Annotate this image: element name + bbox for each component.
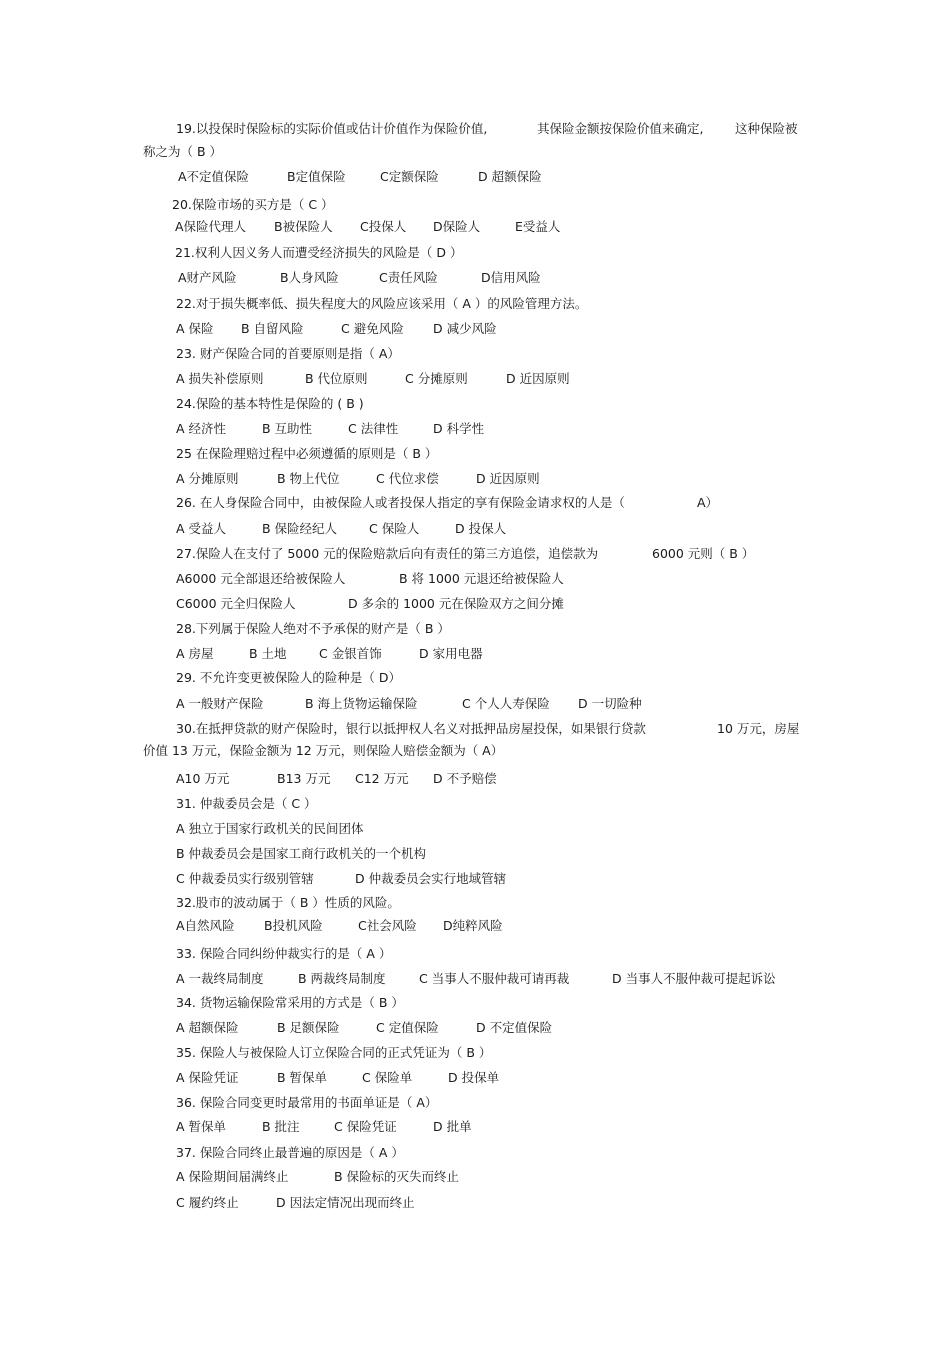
text-segment: 19.以投保时保险标的实际价值或估计价值作为保险价值, [176,121,488,136]
text-segment: A 独立于国家行政机关的民间团体 [176,821,364,836]
text-segment: A 一般财产保险 [176,696,264,711]
text-segment: A 受益人 [176,521,227,536]
text-segment: D 当事人不服仲裁可提起诉讼 [612,971,776,986]
text-segment: B人身风险 [280,270,339,285]
text-segment: B 自留风险 [241,321,304,336]
text-segment: 37. 保险合同终止最普遍的原因是（ A ） [176,1145,404,1160]
text-segment: A 房屋 [176,646,214,661]
text-segment: B 两裁终局制度 [298,971,386,986]
text-segment: C12 万元 [355,771,409,786]
text-segment: 其保险金额按保险价值来确定, [537,121,704,136]
text-segment: 6000 元则（ B ） [652,546,755,561]
text-segment: B 保险标的灭失而终止 [334,1169,460,1184]
text-segment: C 个人人寿保险 [462,696,550,711]
text-segment: 20.保险市场的买方是（ C ） [172,197,334,212]
text-segment: D纯粹风险 [443,918,503,933]
text-segment: 价值 13 万元，保险金额为 12 万元，则保险人赔偿金额为（ A） [143,743,504,758]
text-segment: C 分摊原则 [405,371,468,386]
text-segment: 26. 在人身保险合同中，由被保险人或者投保人指定的享有保险金请求权的人是（ [176,495,625,510]
text-segment: A10 万元 [176,771,230,786]
text-segment: A6000 元全部退还给被保险人 [176,571,346,586]
text-segment: D 投保人 [455,521,507,536]
text-segment: A财产风险 [178,270,237,285]
text-segment: B13 万元 [277,771,331,786]
text-segment: 21.权利人因义务人而遭受经济损失的风险是（ D ） [175,245,463,260]
text-segment: 32.股市的波动属于（ B ）性质的风险。 [176,895,400,910]
text-segment: B定值保险 [287,169,346,184]
text-segment: D 近因原则 [506,371,570,386]
text-segment: C责任风险 [379,270,438,285]
text-segment: 23. 财产保险合同的首要原则是指（ A） [176,346,400,361]
text-segment: C 保险凭证 [334,1119,397,1134]
text-segment: D 一切险种 [578,696,642,711]
text-segment: C 定值保险 [376,1020,439,1035]
text-segment: 29. 不允许变更被保险人的险种是（ D） [176,670,401,685]
text-segment: C 避免风险 [341,321,404,336]
text-segment: A 损失补偿原则 [176,371,264,386]
text-segment: A 分摊原则 [176,471,239,486]
text-segment: B 将 1000 元退还给被保险人 [399,571,564,586]
text-segment: C投保人 [360,219,407,234]
text-segment: C 法律性 [348,421,399,436]
text-segment: D 科学性 [433,421,485,436]
text-segment: B被保险人 [274,219,333,234]
text-segment: 24.保险的基本特性是保险的 ( B ) [176,396,364,411]
text-segment: 22.对于损失概率低、损失程度大的风险应该采用（ A ）的风险管理方法。 [176,296,588,311]
text-segment: D信用风险 [481,270,541,285]
text-segment: D 近因原则 [476,471,540,486]
text-segment: C 保险单 [362,1070,413,1085]
text-segment: 称之为（ B ） [143,144,223,159]
text-segment: C 仲裁委员实行级别管辖 [176,871,314,886]
text-segment: 10 万元，房屋 [717,721,800,736]
text-segment: A不定值保险 [178,169,250,184]
text-segment: 这种保险被 [735,121,798,136]
text-segment: B 暂保单 [277,1070,328,1085]
text-segment: 33. 保险合同纠纷仲裁实行的是（ A ） [176,946,392,961]
text-segment: A自然风险 [176,918,235,933]
text-segment: D 投保单 [448,1070,500,1085]
text-segment: A 一裁终局制度 [176,971,264,986]
text-segment: A 暂保单 [176,1119,227,1134]
text-segment: B 足额保险 [277,1020,340,1035]
text-segment: B 保险经纪人 [262,521,338,536]
text-segment: 30.在抵押贷款的财产保险时，银行以抵押权人名义对抵押品房屋投保，如果银行贷款 [176,721,646,736]
text-segment: A 保险期间届满终止 [176,1169,289,1184]
text-segment: A 保险 [176,321,214,336]
text-segment: B 物上代位 [277,471,340,486]
text-segment: C社会风险 [358,918,417,933]
text-segment: C 保险人 [369,521,420,536]
text-segment: C 代位求偿 [376,471,439,486]
text-segment: A 保险凭证 [176,1070,239,1085]
text-segment: B 批注 [262,1119,300,1134]
text-segment: A保险代理人 [175,219,247,234]
text-segment: C 履约终止 [176,1195,239,1210]
text-segment: D 多余的 1000 元在保险双方之间分摊 [348,596,564,611]
text-segment: D 仲裁委员会实行地域管辖 [355,871,507,886]
text-segment: D 家用电器 [419,646,483,661]
text-segment: B 海上货物运输保险 [305,696,418,711]
text-segment: 34. 货物运输保险常采用的方式是（ B ） [176,995,404,1010]
text-segment: B 仲裁委员会是国家工商行政机关的一个机构 [176,846,427,861]
text-segment: A） [697,495,719,510]
text-segment: C定额保险 [380,169,439,184]
text-segment: C6000 元全归保险人 [176,596,296,611]
text-segment: B投机风险 [264,918,323,933]
text-segment: D 不定值保险 [476,1020,553,1035]
text-segment: C 金银首饰 [319,646,382,661]
text-segment: B 代位原则 [305,371,368,386]
text-segment: E受益人 [515,219,561,234]
text-segment: A 经济性 [176,421,227,436]
text-segment: D 批单 [433,1119,472,1134]
text-segment: D 不予赔偿 [433,771,497,786]
text-segment: B 土地 [249,646,287,661]
text-segment: D 因法定情况出现而终止 [276,1195,415,1210]
text-segment: D保险人 [433,219,481,234]
text-segment: 31. 仲裁委员会是（ C ） [176,796,317,811]
text-segment: D 超额保险 [478,169,542,184]
text-segment: C 当事人不服仲裁可请再裁 [419,971,570,986]
text-segment: 27.保险人在支付了 5000 元的保险赔款后向有责任的第三方追偿，追偿款为 [176,546,599,561]
text-segment: 28.下列属于保险人绝对不予承保的财产是（ B ） [176,621,450,636]
text-segment: 25 在保险理赔过程中必须遵循的原则是（ B ） [176,446,438,461]
text-segment: 35. 保险人与被保险人订立保险合同的正式凭证为（ B ） [176,1045,492,1060]
text-segment: 36. 保险合同变更时最常用的书面单证是（ A） [176,1095,438,1110]
text-segment: B 互助性 [262,421,313,436]
text-segment: A 超额保险 [176,1020,239,1035]
text-segment: D 减少风险 [433,321,497,336]
